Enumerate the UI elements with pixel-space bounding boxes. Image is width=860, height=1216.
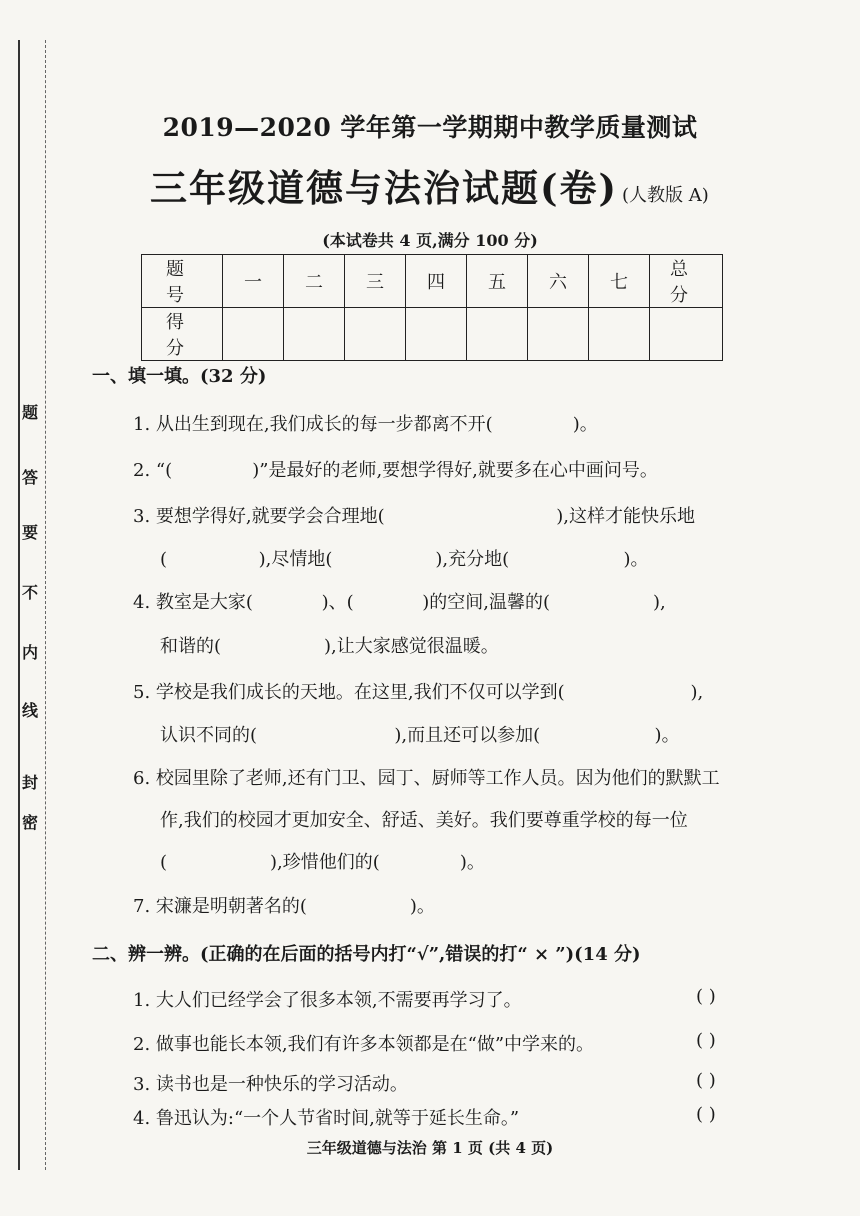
score-cell[interactable] <box>345 308 406 361</box>
judge-item: 2. 做事也能长本领,我们有许多本领都是在“做”中学来的。 <box>133 1034 595 1055</box>
score-row-label: 得 分 <box>142 308 223 361</box>
question-line: 和谐的( ),让大家感觉很温暖。 <box>160 636 499 657</box>
score-header-cell: 题 号 <box>142 255 223 308</box>
question-line: ( ),尽情地( ),充分地( )。 <box>160 549 649 570</box>
judge-item: 3. 读书也是一种快乐的学习活动。 <box>133 1074 408 1095</box>
score-cell[interactable] <box>650 308 723 361</box>
question-line: 4. 教室是大家( )、( )的空间,温馨的( ), <box>133 592 666 613</box>
exam-title-line2 <box>150 158 709 212</box>
score-header-cell: 总 分 <box>650 255 723 308</box>
binding-line <box>18 40 20 1170</box>
question-line: 3. 要想学得好,就要学会合理地( ),这样才能快乐地 <box>133 506 696 527</box>
score-table <box>141 254 723 361</box>
answer-paren[interactable]: ( ) <box>696 1104 716 1125</box>
exam-note: (本试卷共 4 页,满分 100 分) <box>322 231 538 250</box>
score-header-cell: 四 <box>406 255 467 308</box>
question-line: 5. 学校是我们成长的天地。在这里,我们不仅可以学到( ), <box>133 682 704 703</box>
score-header-cell: 二 <box>284 255 345 308</box>
exam-subject-title: 三年级道德与法治试题(卷) <box>150 166 619 210</box>
section-1-title: 一、填一填。(32 分) <box>92 366 267 387</box>
question-line: 6. 校园里除了老师,还有门卫、园丁、厨师等工作人员。因为他们的默默工 <box>133 768 720 789</box>
score-header-cell: 六 <box>528 255 589 308</box>
score-cell[interactable] <box>223 308 284 361</box>
score-header-cell: 五 <box>467 255 528 308</box>
question-line: 作,我们的校园才更加安全、舒适、美好。我们要尊重学校的每一位 <box>160 810 688 831</box>
answer-paren[interactable]: ( ) <box>696 986 716 1007</box>
question-line: 7. 宋濂是明朝著名的( )。 <box>133 896 435 917</box>
score-cell[interactable] <box>589 308 650 361</box>
score-header-cell: 七 <box>589 255 650 308</box>
score-header-cell: 三 <box>345 255 406 308</box>
question-line: 认识不同的( ),而且还可以参加( )。 <box>160 725 680 746</box>
answer-paren[interactable]: ( ) <box>696 1030 716 1051</box>
section-2-title: 二、辨一辨。(正确的在后面的括号内打“√”,错误的打“ × ”)(14 分) <box>92 944 641 965</box>
score-cell[interactable] <box>406 308 467 361</box>
score-cell[interactable] <box>467 308 528 361</box>
judge-item: 4. 鲁迅认为:“一个人节省时间,就等于延长生命。” <box>133 1108 520 1129</box>
edition-label: (人教版 A) <box>622 185 709 206</box>
question-line: ( ),珍惜他们的( )。 <box>160 852 485 873</box>
judge-item: 1. 大人们已经学会了很多本领,不需要再学习了。 <box>133 990 522 1011</box>
score-table-score-row <box>142 308 723 361</box>
score-table-header-row <box>142 255 723 308</box>
question-line: 2. “( )”是最好的老师,要想学得好,就要多在心中画问号。 <box>133 460 658 481</box>
page-footer: 三年级道德与法治 第 1 页 (共 4 页) <box>306 1139 554 1157</box>
answer-paren[interactable]: ( ) <box>696 1070 716 1091</box>
score-header-cell: 一 <box>223 255 284 308</box>
score-cell[interactable] <box>284 308 345 361</box>
exam-title-line1: 2019—2020 学年第一学期期中教学质量测试 <box>162 113 698 142</box>
binding-dashed-line <box>45 40 46 1170</box>
score-cell[interactable] <box>528 308 589 361</box>
question-line: 1. 从出生到现在,我们成长的每一步都离不开( )。 <box>133 414 598 435</box>
